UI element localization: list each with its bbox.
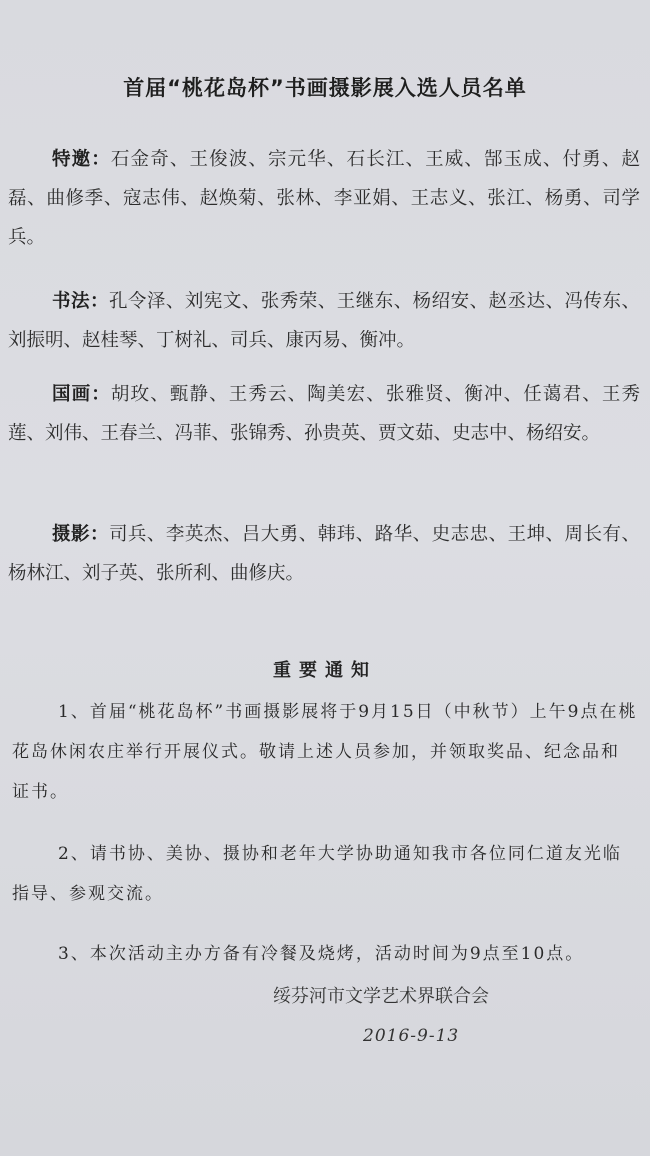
section-names: 孔令泽、刘宪文、张秀荣、王继东、杨绍安、赵丞达、冯传东、刘振明、赵桂琴、丁树礼、司兵、康丙易、衡冲。 — [8, 291, 640, 351]
section-chinese-painting — [8, 375, 640, 453]
section-calligraphy — [8, 282, 640, 360]
notice-item: 3、本次活动主办方备有冷餐及烧烤，活动时间为9点至10点。 — [58, 944, 585, 964]
section-special-guests — [8, 140, 640, 257]
section-names: 司兵、李英杰、吕大勇、韩玮、路华、史志忠、王坤、周长有、杨林江、刘子英、张所利、曲修庆。 — [8, 524, 640, 584]
organization-signature: 绥芬河市文学艺术界联合会 — [273, 986, 489, 1007]
notice-title: 重要通知 — [273, 660, 377, 681]
section-label: 国画： — [52, 384, 111, 405]
document-date: 2016-9-13 — [363, 1026, 460, 1046]
section-names: 石金奇、王俊波、宗元华、石长江、王威、郜玉成、付勇、赵磊、曲修季、寇志伟、赵焕菊、张林、李亚娟、王志义、张江、杨勇、司学兵。 — [8, 149, 640, 248]
section-names: 胡玫、甄静、王秀云、陶美宏、张雅贤、衡冲、任蔼君、王秀莲、刘伟、王春兰、冯菲、张锦秀、孙贵英、贾文茹、史志中、杨绍安。 — [8, 384, 640, 444]
section-label: 书法： — [52, 291, 109, 312]
section-photography — [8, 515, 640, 593]
section-label: 特邀： — [52, 149, 111, 170]
notice-item: 2、请书协、美协、摄协和老年大学协助通知我市各位同仁道友光临指导、参观交流。 — [12, 844, 622, 904]
notice-item: 1、首届“桃花岛杯”书画摄影展将于9月15日（中秋节）上午9点在桃花岛休闲农庄举行开展仪式。敬请上述人员参加，并领取奖品、纪念品和证书。 — [12, 702, 638, 802]
section-label: 摄影： — [52, 524, 109, 545]
document-title: 首届“桃花岛杯”书画摄影展入选人员名单 — [123, 76, 527, 100]
